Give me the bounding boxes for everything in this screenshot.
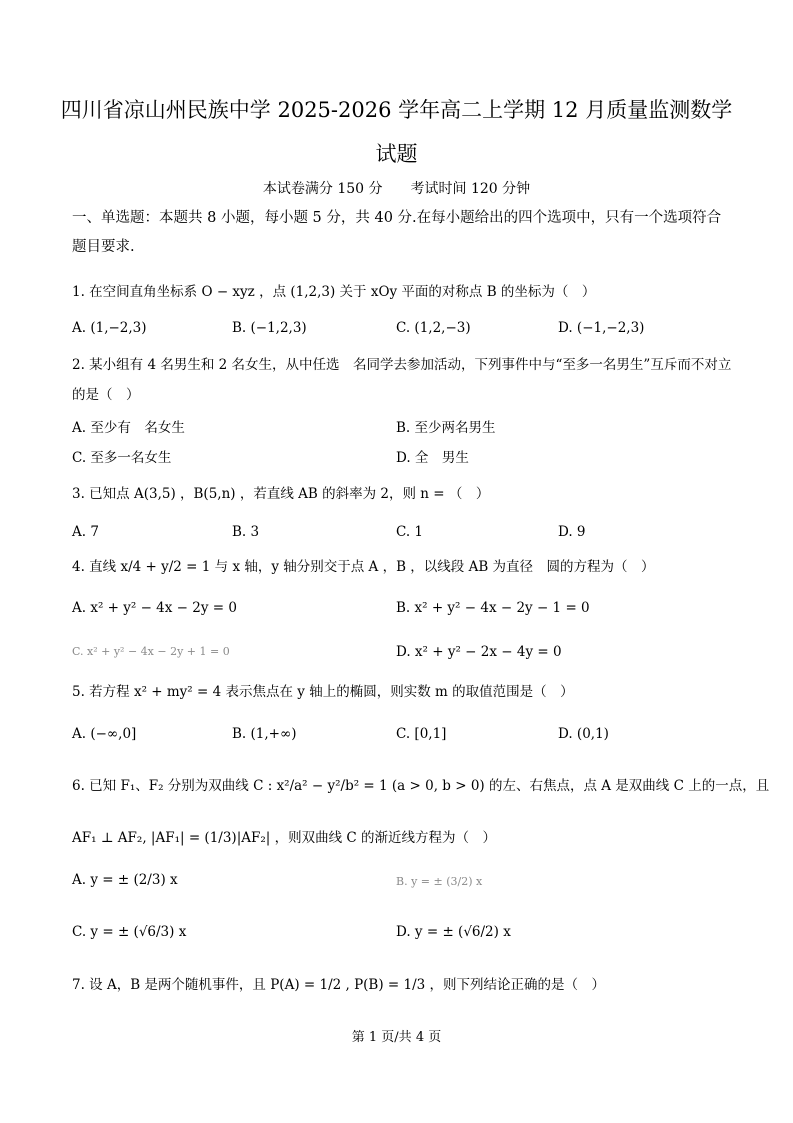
q1-option-a: A. (1,−2,3) xyxy=(72,320,147,336)
question-6-stem-line2: AF₁ ⊥ AF₂, |AF₁| = (1/3)|AF₂| ，则双曲线 C 的渐近线方程为（ ） xyxy=(72,830,497,846)
question-7-stem: 7. 设 A，B 是两个随机事件，且 P(A) = 1/2 , P(B) = 1/3 ，则下列结论正确的是（ ） xyxy=(72,977,606,993)
q6-option-d: D. y = ± (√6/2) x xyxy=(396,924,511,940)
q4-option-a: A. x² + y² − 4x − 2y = 0 xyxy=(72,600,237,616)
q2-option-c: C. 至多一名女生 xyxy=(72,450,172,466)
q2-option-a: A. 至少有 名女生 xyxy=(72,420,185,436)
q6-option-c: C. y = ± (√6/3) x xyxy=(72,924,187,940)
q2-option-b: B. 至少两名男生 xyxy=(396,420,496,436)
exam-meta: 本试卷满分 150 分 考试时间 120 分钟 xyxy=(262,181,531,197)
question-2-stem: 2. 某小组有 4 名男生和 2 名女生，从中任选 名同学去参加活动，下列事件中与“至多一名男生”互斥而不对立的是（ ） xyxy=(72,357,732,403)
q5-option-c: C. [0,1] xyxy=(396,726,447,742)
exam-title-line1: 四川省凉山州民族中学 2025-2026 学年高二上学期 12 月质量监测数学 xyxy=(60,98,733,122)
question-6-stem-line1: 6. 已知 F₁、F₂ 分别为双曲线 C : x²/a² − y²/b² = 1 (a > 0, b > 0) 的左、右焦点，点 A 是双曲线 C 上的一点，且 xyxy=(72,778,770,794)
q4-option-b: B. x² + y² − 4x − 2y − 1 = 0 xyxy=(396,600,590,616)
q4-option-c: C. x² + y² − 4x − 2y + 1 = 0 xyxy=(72,645,230,658)
q3-option-c: C. 1 xyxy=(396,524,424,540)
q5-option-d: D. (0,1) xyxy=(558,726,609,742)
q5-option-a: A. (−∞,0] xyxy=(72,726,137,742)
q2-option-d: D. 全 男生 xyxy=(396,450,469,466)
q1-option-b: B. (−1,2,3) xyxy=(232,320,307,336)
q3-option-d: D. 9 xyxy=(558,524,586,540)
q1-option-c: C. (1,2,−3) xyxy=(396,320,471,336)
q5-option-b: B. (1,+∞) xyxy=(232,726,297,742)
question-4-stem: 4. 直线 x/4 + y/2 = 1 与 x 轴，y 轴分别交于点 A ，B ，以线段 AB 为直径 圆的方程为（ ） xyxy=(72,559,655,575)
q1-option-d: D. (−1,−2,3) xyxy=(558,320,645,336)
question-5-stem: 5. 若方程 x² + my² = 4 表示焦点在 y 轴上的椭圆，则实数 m 的取值范围是（ ） xyxy=(72,684,574,700)
q3-option-b: B. 3 xyxy=(232,524,260,540)
q4-option-d: D. x² + y² − 2x − 4y = 0 xyxy=(396,644,562,660)
exam-title-line2: 试题 xyxy=(375,142,418,166)
page-footer: 第 1 页/共 4 页 xyxy=(351,1030,442,1045)
q6-option-a: A. y = ± (2/3) x xyxy=(72,872,178,888)
section-heading: 一、单选题：本题共 8 小题，每小题 5 分，共 40 分.在每小题给出的四个选项中，只有一个选项符合题目要求. xyxy=(72,210,722,255)
q3-option-a: A. 7 xyxy=(72,524,99,540)
question-1-stem: 1. 在空间直角坐标系 O − xyz ，点 (1,2,3) 关于 xOy 平面的对称点 B 的坐标为（ ） xyxy=(72,284,596,300)
question-3-stem: 3. 已知点 A(3,5) ，B(5,n) ，若直线 AB 的斜率为 2，则 n = （ ） xyxy=(72,486,490,502)
q6-option-b: B. y = ± (3/2) x xyxy=(396,875,483,888)
